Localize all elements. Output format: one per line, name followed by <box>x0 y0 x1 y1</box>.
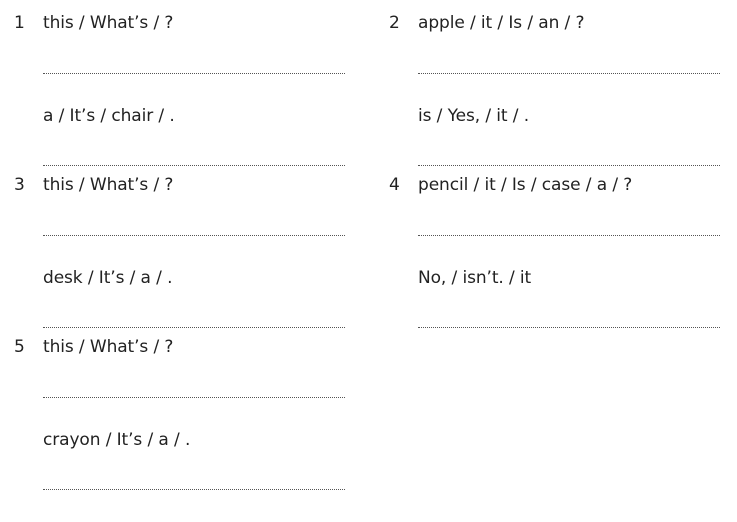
answer-prompt: desk / It’s / a / . <box>43 268 173 288</box>
exercise-3 <box>14 174 344 344</box>
answer-answer-line[interactable] <box>418 165 720 166</box>
question-prompt: apple / it / Is / an / ? <box>418 13 585 33</box>
answer-prompt: crayon / It’s / a / . <box>43 430 191 450</box>
question-prompt: this / What’s / ? <box>43 13 174 33</box>
exercise-number: 2 <box>389 13 400 33</box>
answer-answer-line[interactable] <box>418 327 720 328</box>
exercise-1 <box>14 12 344 182</box>
question-prompt: this / What’s / ? <box>43 175 174 195</box>
exercise-number: 5 <box>14 337 25 357</box>
question-prompt: this / What’s / ? <box>43 337 174 357</box>
answer-answer-line[interactable] <box>43 489 345 490</box>
question-answer-line[interactable] <box>43 397 345 398</box>
exercise-number: 4 <box>389 175 400 195</box>
answer-answer-line[interactable] <box>43 327 345 328</box>
question-answer-line[interactable] <box>43 73 345 74</box>
question-answer-line[interactable] <box>418 73 720 74</box>
question-answer-line[interactable] <box>43 235 345 236</box>
answer-prompt: is / Yes, / it / . <box>418 106 530 126</box>
exercise-4 <box>389 174 719 344</box>
answer-answer-line[interactable] <box>43 165 345 166</box>
exercise-number: 3 <box>14 175 25 195</box>
question-answer-line[interactable] <box>418 235 720 236</box>
exercise-2 <box>389 12 719 182</box>
answer-prompt: a / It’s / chair / . <box>43 106 175 126</box>
exercise-5 <box>14 336 344 506</box>
question-prompt: pencil / it / Is / case / a / ? <box>418 175 633 195</box>
exercise-number: 1 <box>14 13 25 33</box>
answer-prompt: No, / isn’t. / it <box>418 268 532 288</box>
